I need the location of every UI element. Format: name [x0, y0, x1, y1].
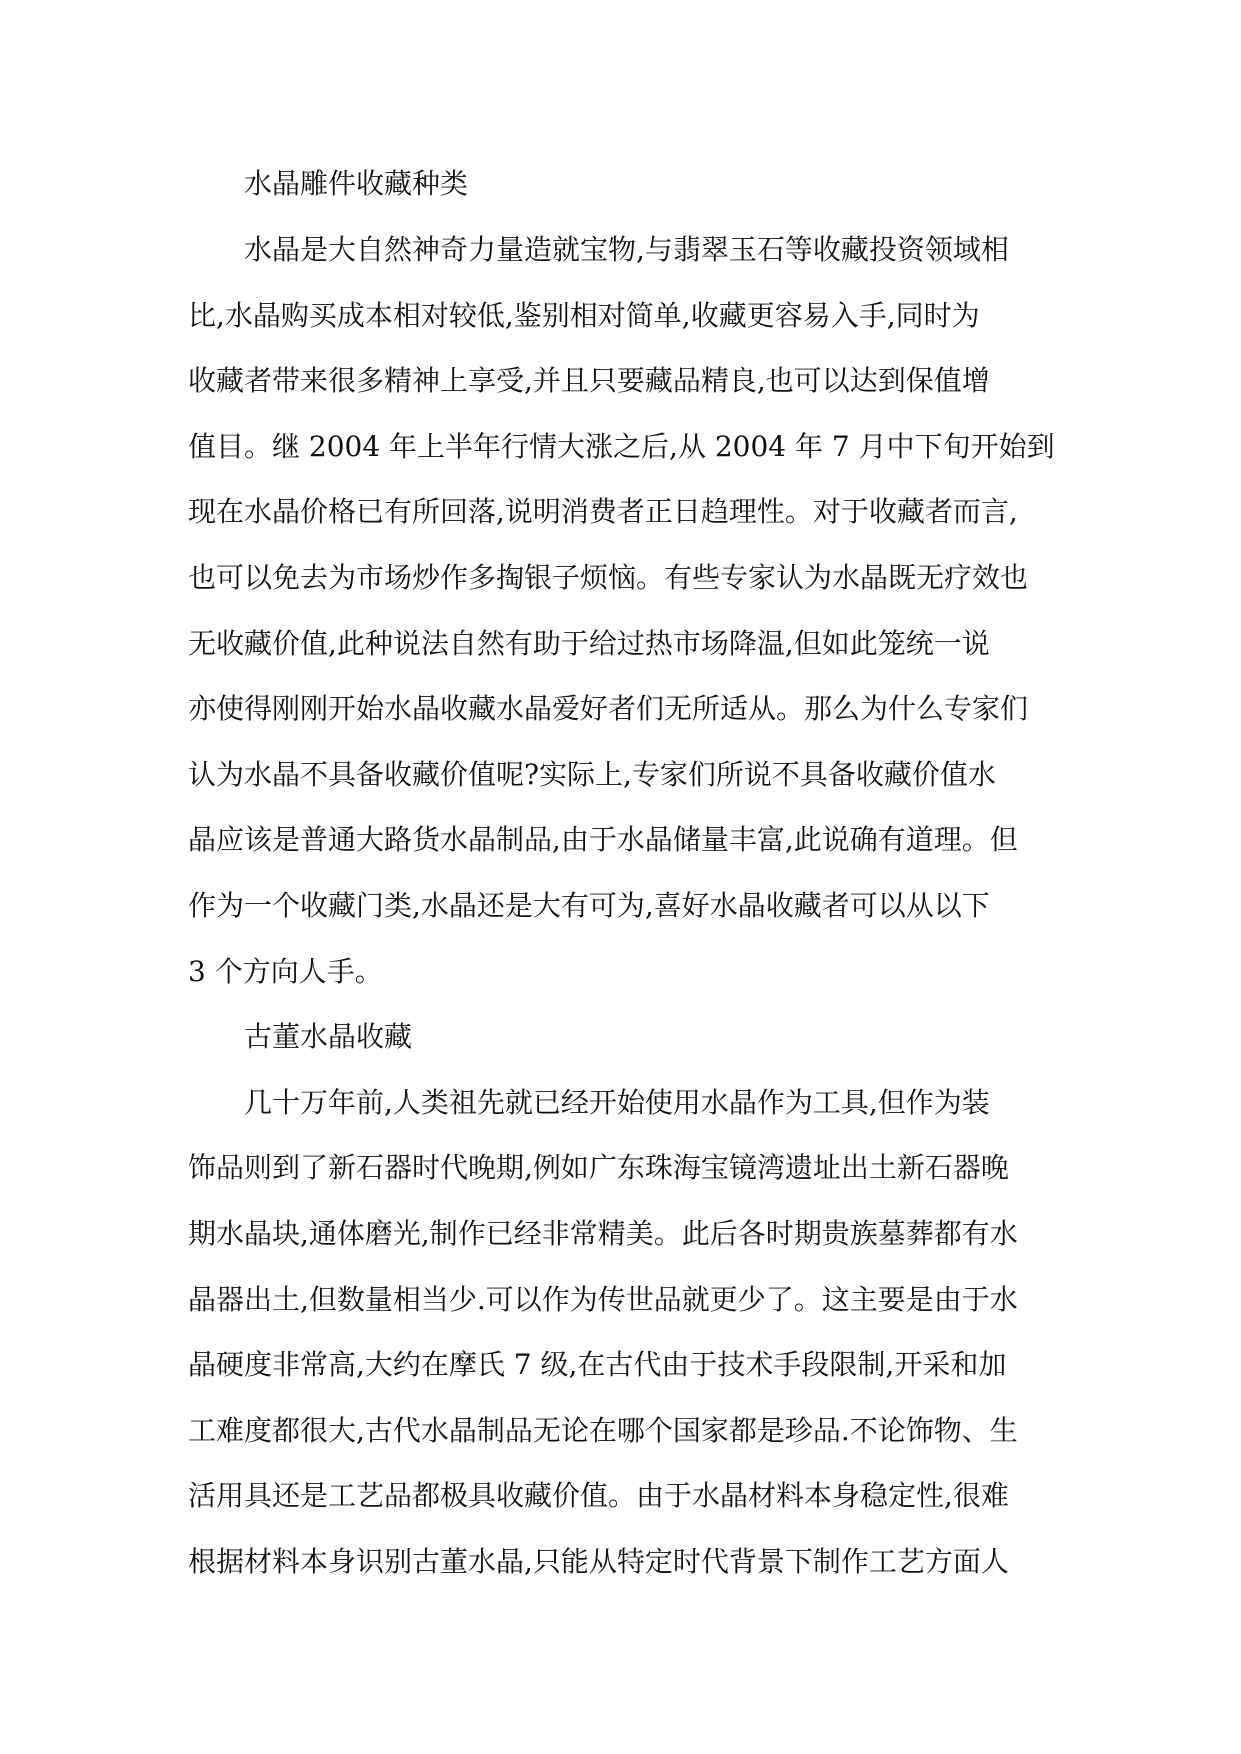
section-heading: 水晶雕件收藏种类	[244, 167, 469, 200]
paragraph-line: 工难度都很大,古代水晶制品无论在哪个国家都是珍品.不论饰物、生	[188, 1414, 1018, 1447]
paragraph-line: 水晶是大自然神奇力量造就宝物,与翡翠玉石等收藏投资领域相	[244, 233, 1009, 266]
paragraph-line: 活用具还是工艺品都极具收藏价值。由于水晶材料本身稳定性,很难	[188, 1479, 1009, 1512]
paragraph-line: 晶器出土,但数量相当少.可以作为传世品就更少了。这主要是由于水	[188, 1283, 1018, 1316]
paragraph-line: 无收藏价值,此种说法自然有助于给过热市场降温,但如此笼统一说	[188, 627, 990, 660]
section-heading: 古董水晶收藏	[244, 1020, 413, 1053]
paragraph-line: 晶硬度非常高,大约在摩氏 7 级,在古代由于技术手段限制,开采和加	[188, 1348, 1007, 1381]
paragraph-line: 认为水晶不具备收藏价值呢?实际上,专家们所说不具备收藏价值水	[188, 758, 996, 791]
paragraph-line: 值目。继 2004 年上半年行情大涨之后,从 2004 年 7 月中下旬开始到	[188, 430, 1055, 463]
paragraph-line: 也可以免去为市场炒作多掏银子烦恼。有些专家认为水晶既无疗效也	[188, 561, 1029, 594]
paragraph-line: 几十万年前,人类祖先就已经开始使用水晶作为工具,但作为装	[244, 1086, 990, 1119]
paragraph-line: 亦使得刚刚开始水晶收藏水晶爱好者们无所适从。那么为什么专家们	[188, 692, 1029, 725]
paragraph-line: 根据材料本身识别古董水晶,只能从特定时代背景下制作工艺方面人	[188, 1545, 1009, 1578]
paragraph-line: 晶应该是普通大路货水晶制品,由于水晶储量丰富,此说确有道理。但	[188, 823, 1018, 856]
paragraph-line: 收藏者带来很多精神上享受,并且只要藏品精良,也可以达到保值增	[188, 364, 990, 397]
paragraph-line: 期水晶块,通体磨光,制作已经非常精美。此后各时期贵族墓葬都有水	[188, 1217, 1018, 1250]
paragraph-line: 作为一个收藏门类,水晶还是大有可为,喜好水晶收藏者可以从以下	[188, 889, 990, 922]
paragraph-line: 现在水晶价格已有所回落,说明消费者正日趋理性。对于收藏者而言,	[188, 495, 1018, 528]
paragraph-line: 饰品则到了新石器时代晚期,例如广东珠海宝镜湾遗址出土新石器晚	[188, 1151, 1009, 1184]
paragraph-line: 比,水晶购买成本相对较低,鉴别相对简单,收藏更容易入手,同时为	[188, 299, 980, 332]
paragraph-line: 3 个方向人手。	[188, 955, 383, 988]
